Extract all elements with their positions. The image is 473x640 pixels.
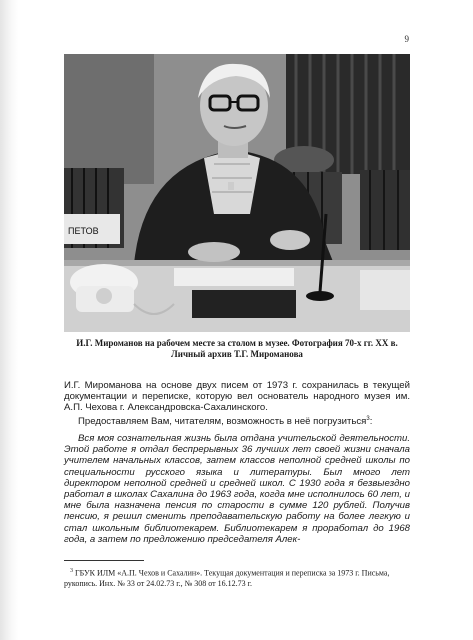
paragraph-2: [64, 414, 410, 427]
archive-photo: [64, 54, 410, 332]
footnote-mark: 3: [70, 568, 73, 574]
footnote: [64, 566, 410, 589]
letter-quote: Вся моя сознательная жизнь была отдана учительской деятельности. Этой работе я отдал беспрерывных 36 лучших лет своей жизни сначала учителем начальных классов, затем классов неполной средней школы по специальности русского языка и литературы. Был много лет директором неполной средней и средней школ. С 1930 года я безвыездно работал в школах Сахалина до 1963 года, когда мне исполнилось 60 лет, и мне была назначена пенсия по старости в сумме 120 рублей. Получив пенсию, я решил сменить преподавательскую работу на более легкую и стал школьным библиотекарем. Библиотекарем я проработал до 1968 года, а затем по предложению председателя Алек-: [64, 433, 410, 545]
photo-sign-text: ПЕТОВ: [68, 226, 99, 236]
footnote-text: ГБУК ИЛМ «А.П. Чехов и Сахалин». Текущая документация и переписка за 1973 г. Письма, рукопись. Инх. № 33 от 24.02.73 г., № 308 от 16.12.73 г.: [64, 568, 390, 588]
footnote-ref[interactable]: 3: [366, 415, 370, 422]
caption-line-1: И.Г. Мироманов на рабочем месте за столом в музее. Фотография 70-х гг. ХХ в.: [76, 338, 398, 348]
caption-line-2: Личный архив Т.Г. Мироманова: [171, 349, 303, 359]
page-edge-shadow: [0, 0, 18, 640]
paragraph-1: И.Г. Мироманова на основе двух писем от 1973 г. сохранилась в текущей документации и переписке, которую вел основатель народного музея им. А.П. Чехова г. Александровска-Сахалинского.: [64, 380, 410, 414]
footnote-divider: [64, 560, 144, 561]
page-number: 9: [404, 34, 409, 44]
paragraph-2-text: Предоставляем Вам, читателям, возможность в неё погрузиться: [78, 415, 367, 427]
photo-caption: [64, 338, 410, 360]
paragraph-2-end: :: [369, 415, 373, 427]
body-text: [64, 380, 410, 545]
